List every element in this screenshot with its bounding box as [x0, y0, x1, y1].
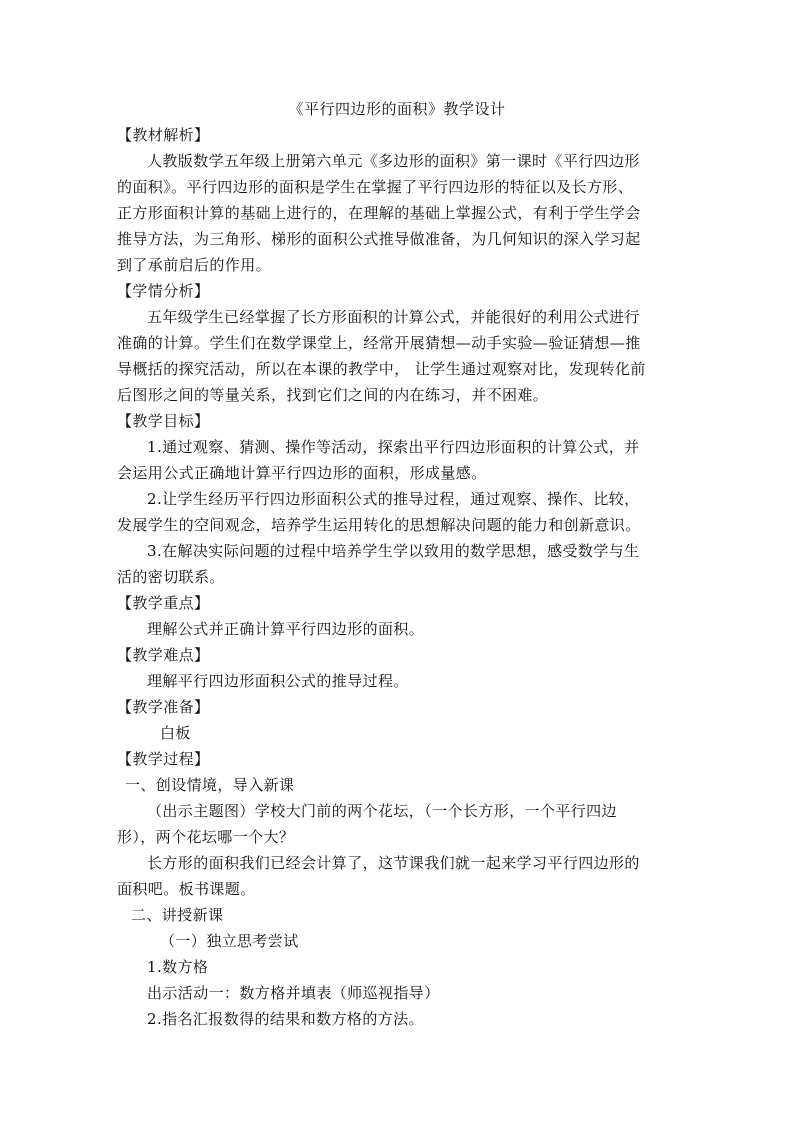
document-title: 《平行四边形的面积》教学设计: [288, 100, 506, 118]
body-text-line: 活的密切联系。: [117, 568, 225, 586]
body-text-line: 3.在解决实际问题的过程中培养学生学以致用的数学思想，感受数学与生: [147, 542, 640, 560]
body-text-line: 形），两个花坛哪一个大？: [117, 828, 295, 846]
body-text-line: 准确的计算。学生们在数学课堂上，经常开展猜想—动手实验—验证猜想—推: [117, 334, 641, 352]
body-text-line: 会运用公式正确地计算平行四边形的面积，形成量感。: [117, 464, 487, 482]
body-text-line: （一）独立思考尝试: [160, 932, 299, 950]
body-text-line: 理解平行四边形面积公式的推导过程。: [147, 672, 409, 690]
section-heading: 【教学重点】: [117, 594, 210, 612]
body-text-line: 长方形的面积我们已经会计算了，这节课我们就一起来学习平行四边形的: [147, 854, 640, 872]
body-text-line: 的面积》。平行四边形的面积是学生在掌握了平行四边形的特征以及长方形、: [117, 178, 634, 196]
section-heading: 【学情分析】: [117, 282, 210, 300]
body-text-line: 2.指名汇报数得的结果和数方格的方法。: [147, 1010, 424, 1028]
section-heading: 【教学难点】: [117, 646, 210, 664]
body-text-line: 理解公式并正确计算平行四边形的面积。: [147, 620, 425, 638]
section-heading: 【教学准备】: [117, 698, 210, 716]
body-text-line: 2.让学生经历平行四边形面积公式的推导过程，通过观察、操作、比较，: [147, 490, 640, 508]
body-text-line: 一、创设情境，导入新课: [125, 776, 295, 794]
body-text-line: 五年级学生已经掌握了长方形面积的计算公式，并能很好的利用公式进行: [147, 308, 640, 326]
body-text-line: 正方形面积计算的基础上进行的，在理解的基础上掌握公式，有利于学生学会: [117, 204, 641, 222]
body-text-line: 面积吧。板书课题。: [117, 880, 256, 898]
body-text-line: 人教版数学五年级上册第六单元《多边形的面积》第一课时《平行四边形: [147, 152, 640, 170]
section-heading: 【教材解析】: [117, 126, 210, 144]
section-heading: 【教学过程】: [117, 750, 210, 768]
body-text-line: 到了承前启后的作用。: [117, 256, 272, 274]
document-body: [117, 122, 680, 1032]
body-text-line: 发展学生的空间观念，培养学生运用转化的思想解决问题的能力和创新意识。: [117, 516, 641, 534]
body-text-line: 1.通过观察、猜测、操作等活动，探索出平行四边形面积的计算公式，并: [147, 438, 640, 456]
body-text-line: 导概括的探究活动，所以在本课的教学中， 让学生通过观察对比，发现转化前: [117, 360, 646, 378]
section-heading: 【教学目标】: [117, 412, 210, 430]
body-text-line: 后图形之间的等量关系，找到它们之间的内在练习，并不困难。: [117, 386, 549, 404]
body-text-line: 1.数方格: [147, 958, 209, 976]
body-text-line: 二、讲授新课: [131, 906, 224, 924]
body-text-line: 推导方法，为三角形、梯形的面积公式推导做准备，为几何知识的深入学习起: [117, 230, 641, 248]
body-text-line: （出示主题图）学校大门前的两个花坛，（一个长方形，一个平行四边: [147, 802, 617, 820]
body-text-line: 白板: [160, 724, 191, 742]
body-text-line: 出示活动一：数方格并填表（师巡视指导）: [147, 984, 440, 1002]
